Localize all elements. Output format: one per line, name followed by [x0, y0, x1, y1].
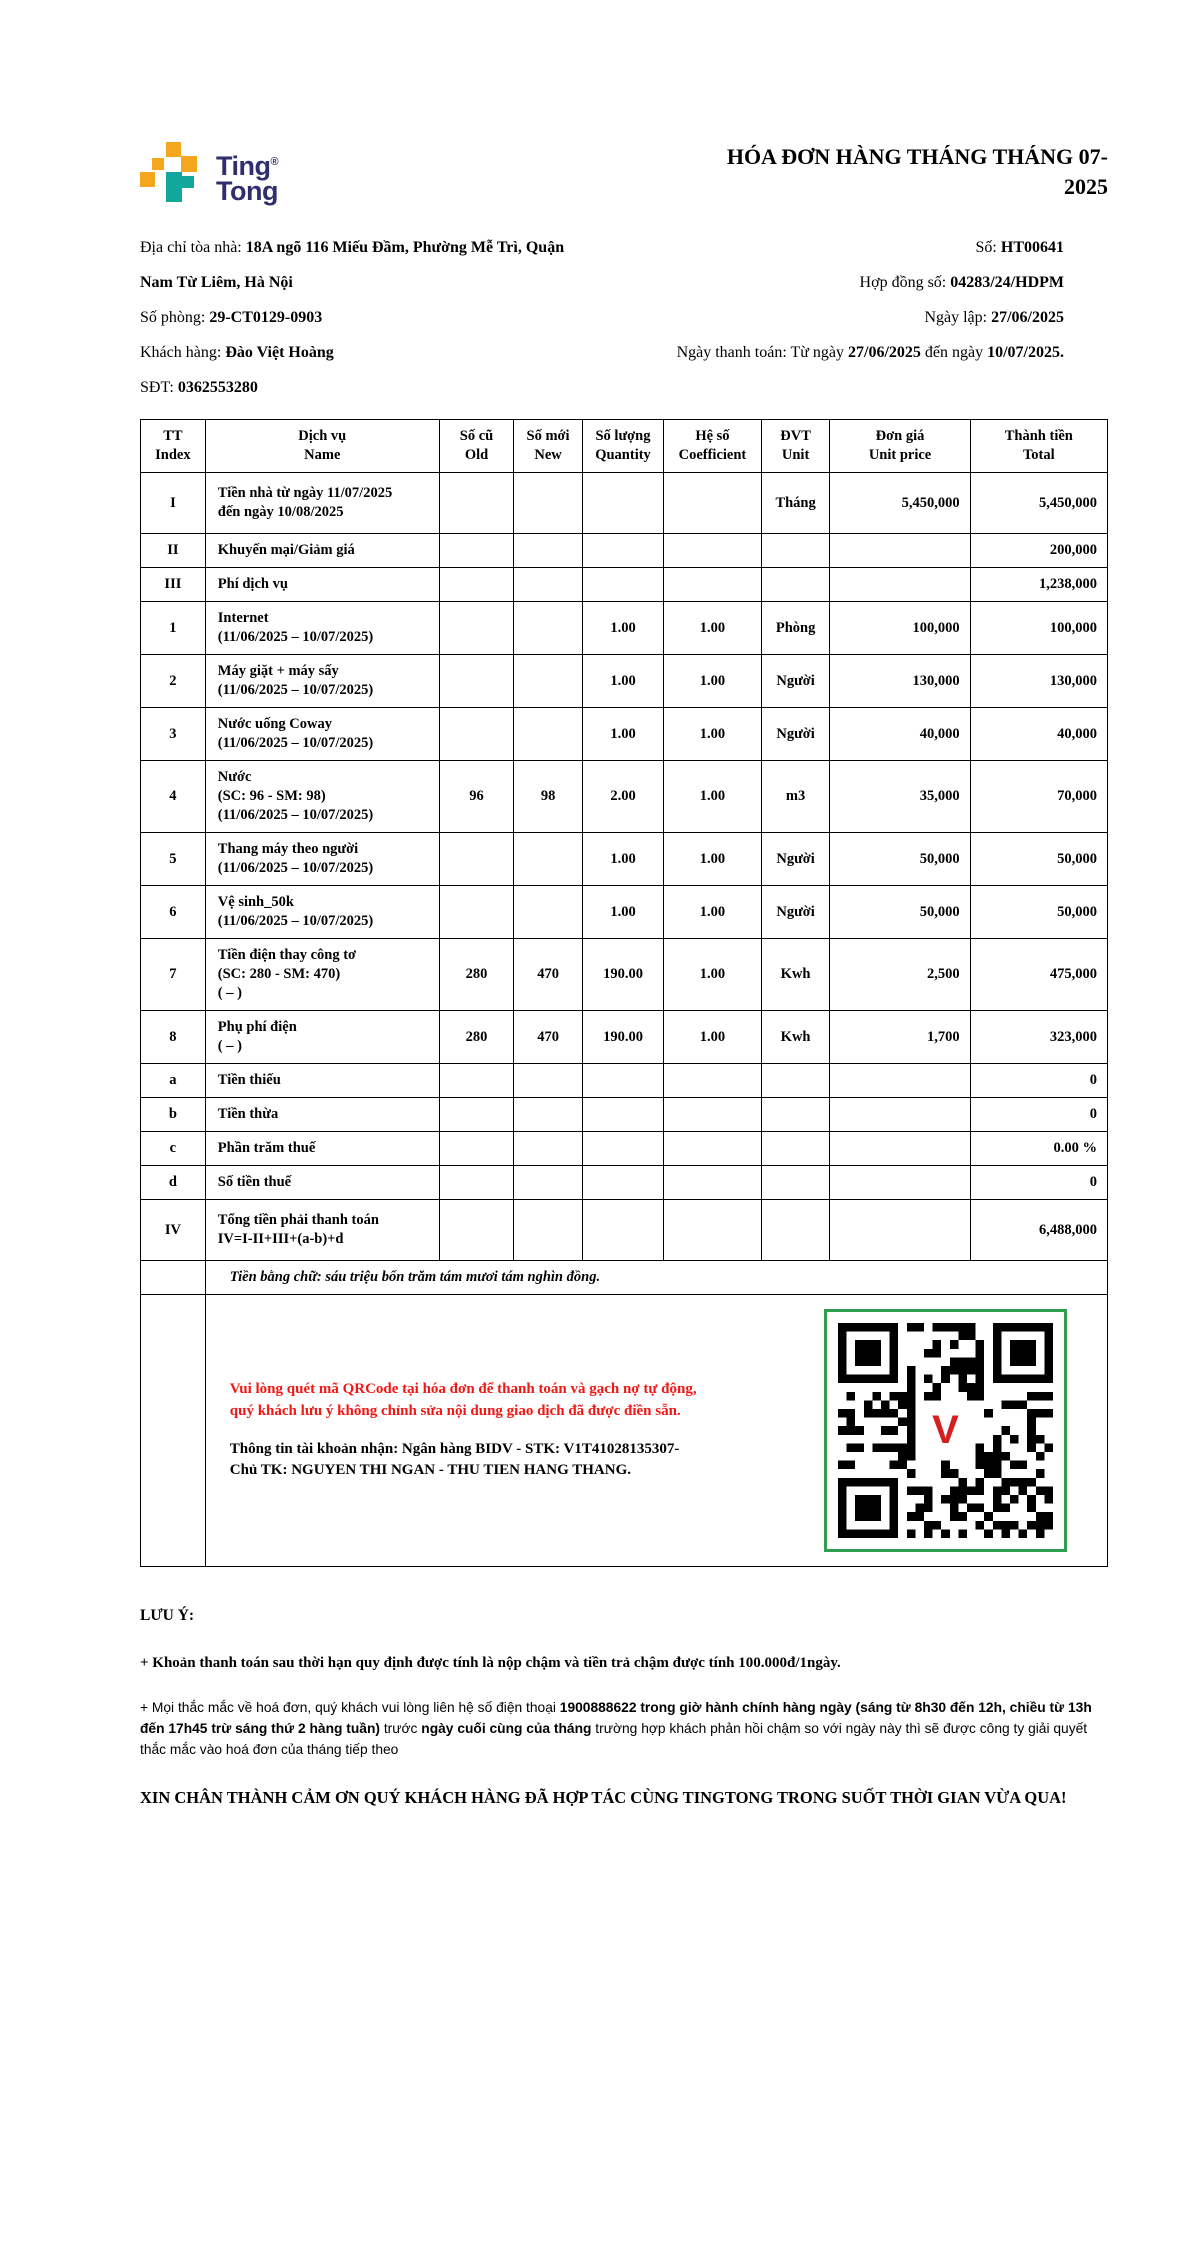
table-cell: 1.00 — [582, 833, 663, 886]
table-cell — [439, 568, 513, 602]
service-name-cell: Internet (11/06/2025 – 10/07/2025) — [205, 602, 439, 655]
table-cell: 35,000 — [830, 761, 970, 833]
table-cell — [141, 1261, 206, 1295]
table-cell: 1.00 — [582, 708, 663, 761]
table-cell: 1.00 — [664, 939, 762, 1011]
table-cell — [439, 534, 513, 568]
table-cell: 1.00 — [664, 886, 762, 939]
table-cell: m3 — [761, 761, 830, 833]
table-cell — [664, 1064, 762, 1098]
building-info — [140, 230, 600, 405]
logo-pixel — [166, 172, 182, 188]
service-name-cell: Phần trăm thuế — [205, 1132, 439, 1166]
service-name-cell: Phụ phí điện ( – ) — [205, 1011, 439, 1064]
invoice-number — [600, 230, 1064, 265]
invoice-meta — [600, 230, 1108, 405]
table-cell: 70,000 — [970, 761, 1107, 833]
table-cell: 1 — [141, 602, 206, 655]
table-cell: 50,000 — [970, 833, 1107, 886]
service-name-cell: Vệ sinh_50k (11/06/2025 – 10/07/2025) — [205, 886, 439, 939]
text-part: 18A ngõ 116 Miếu Đầm, Phường Mễ Trì, Quận Nam Từ Liêm, Hà Nội — [140, 239, 565, 291]
building-address — [140, 230, 600, 300]
table-row — [141, 1011, 1108, 1064]
table-cell — [664, 1132, 762, 1166]
table-cell — [514, 833, 583, 886]
table-row — [141, 568, 1108, 602]
table-cell — [761, 1166, 830, 1200]
tingtong-logo-icon — [140, 142, 204, 204]
text-part: ngày cuối cùng của tháng — [421, 1720, 592, 1736]
contract-number — [600, 265, 1064, 300]
text-part: sáu triệu bốn trăm tám mươi tám nghìn đồng. — [325, 1269, 601, 1285]
amount-in-words-row — [141, 1261, 1108, 1295]
table-cell — [830, 1132, 970, 1166]
table-cell — [830, 1166, 970, 1200]
table-cell: c — [141, 1132, 206, 1166]
payment-cell — [205, 1295, 1107, 1567]
service-name-cell: Khuyến mại/Giảm giá — [205, 534, 439, 568]
table-cell: b — [141, 1098, 206, 1132]
table-row — [141, 534, 1108, 568]
table-cell: 1.00 — [582, 655, 663, 708]
table-cell — [664, 1098, 762, 1132]
table-cell — [514, 1166, 583, 1200]
vietqr-v-icon: V — [919, 1404, 973, 1458]
table-cell: 280 — [439, 1011, 513, 1064]
table-cell — [830, 1064, 970, 1098]
logo-pixel — [182, 176, 194, 188]
service-name-cell: Số tiền thuế — [205, 1166, 439, 1200]
table-cell — [582, 1132, 663, 1166]
table-cell — [664, 534, 762, 568]
table-cell: 190.00 — [582, 939, 663, 1011]
table-cell — [514, 886, 583, 939]
text-part: Số phòng: — [140, 309, 210, 326]
table-cell: 50,000 — [830, 886, 970, 939]
column-header: Số cũ Old — [439, 420, 513, 473]
invoice-table — [140, 419, 1108, 1567]
table-cell — [514, 1098, 583, 1132]
logo-wordmark: Ting® Tong — [216, 151, 279, 207]
table-cell: 1.00 — [664, 1011, 762, 1064]
table-cell: Tháng — [761, 473, 830, 534]
invoice-title: HÓA ĐƠN HÀNG THÁNG THÁNG 07- 2025 — [726, 144, 1108, 199]
table-cell: 3 — [141, 708, 206, 761]
text-part: Ngày lập: — [924, 309, 992, 326]
table-row — [141, 939, 1108, 1011]
text-part: Địa chỉ tòa nhà: — [140, 239, 246, 256]
logo-pixel — [166, 142, 181, 157]
table-cell: 100,000 — [830, 602, 970, 655]
table-cell — [830, 1200, 970, 1261]
table-cell: IV — [141, 1200, 206, 1261]
text-part: trước — [380, 1720, 422, 1736]
table-cell — [830, 534, 970, 568]
service-name-cell: Nước uống Coway (11/06/2025 – 10/07/2025) — [205, 708, 439, 761]
text-part: Thông tin tài khoản nhận: Ngân hàng BIDV - STK: — [229, 1440, 564, 1457]
table-row — [141, 1098, 1108, 1132]
table-cell — [664, 473, 762, 534]
table-cell — [761, 1132, 830, 1166]
table-row — [141, 886, 1108, 939]
table-row — [141, 833, 1108, 886]
text-part: + Mọi thắc mắc về hoá đơn, quý khách vui lòng liên hệ số điện thoại — [140, 1700, 560, 1716]
hotline-note — [140, 1698, 1108, 1760]
service-name-cell: Tiền nhà từ ngày 11/07/2025 đến ngày 10/08/2025 — [205, 473, 439, 534]
table-cell — [761, 534, 830, 568]
table-cell: 2 — [141, 655, 206, 708]
logo-pixel — [166, 188, 182, 202]
table-cell — [514, 534, 583, 568]
issue-date — [600, 300, 1064, 335]
table-cell: 323,000 — [970, 1011, 1107, 1064]
text-part: 27/06/2025 — [991, 309, 1064, 326]
table-cell — [761, 1200, 830, 1261]
text-part: 04283/24/HDPM — [950, 274, 1064, 291]
table-cell — [830, 568, 970, 602]
table-cell: 40,000 — [830, 708, 970, 761]
table-cell — [514, 1064, 583, 1098]
table-cell: 470 — [514, 1011, 583, 1064]
column-header: Số mới New — [514, 420, 583, 473]
table-cell: 2.00 — [582, 761, 663, 833]
table-cell: 1.00 — [664, 761, 762, 833]
table-cell: 96 — [439, 761, 513, 833]
table-cell — [582, 1064, 663, 1098]
invoice-header — [140, 142, 1108, 220]
text-part: 1900888622 trong giờ hành chính hàng ngày (sáng từ 8h30 đến 12h, chiều từ 13h đến 17h45 trừ sáng thứ 2 hàng tuần) — [140, 1700, 1092, 1736]
table-header-row — [141, 420, 1108, 473]
table-cell — [761, 1064, 830, 1098]
table-cell — [514, 655, 583, 708]
service-name-cell: Phí dịch vụ — [205, 568, 439, 602]
text-part: SĐT: — [140, 379, 178, 396]
table-cell — [439, 655, 513, 708]
text-part: Hợp đồng số: — [859, 274, 951, 291]
table-footer — [141, 1261, 1108, 1567]
table-row — [141, 1200, 1108, 1261]
payment-period — [600, 335, 1064, 370]
table-cell — [514, 1200, 583, 1261]
table-cell: 1.00 — [582, 886, 663, 939]
column-header: ĐVT Unit — [761, 420, 830, 473]
table-cell: Người — [761, 833, 830, 886]
info-section — [140, 230, 1108, 405]
text-part: Ngày thanh toán: Từ ngày — [676, 344, 849, 361]
table-cell: Phòng — [761, 602, 830, 655]
table-cell — [439, 473, 513, 534]
table-cell — [439, 886, 513, 939]
table-cell: 190.00 — [582, 1011, 663, 1064]
amount-in-words — [205, 1261, 1107, 1295]
table-cell — [582, 473, 663, 534]
table-cell: 280 — [439, 939, 513, 1011]
column-header: Hệ số Coefficient — [664, 420, 762, 473]
text-part: đến ngày — [920, 344, 988, 361]
service-name-cell: Tiền thừa — [205, 1098, 439, 1132]
table-cell: Người — [761, 886, 830, 939]
table-row — [141, 1064, 1108, 1098]
text-part: Tiền bằng chữ: — [229, 1269, 326, 1285]
table-cell — [439, 1064, 513, 1098]
table-cell: 5 — [141, 833, 206, 886]
text-part: Đào Việt Hoàng — [225, 344, 334, 361]
table-cell — [582, 1200, 663, 1261]
notes-heading: LƯU Ý: — [140, 1607, 195, 1624]
table-cell: 98 — [514, 761, 583, 833]
table-cell — [582, 568, 663, 602]
table-cell: 200,000 — [970, 534, 1107, 568]
table-cell: 50,000 — [830, 833, 970, 886]
table-cell: III — [141, 568, 206, 602]
table-cell: 0.00 % — [970, 1132, 1107, 1166]
service-name-cell: Thang máy theo người (11/06/2025 – 10/07/2025) — [205, 833, 439, 886]
notes-section — [140, 1605, 1108, 1811]
table-cell: 0 — [970, 1166, 1107, 1200]
table-cell: 1.00 — [664, 833, 762, 886]
payment-instructions — [230, 1379, 700, 1482]
table-cell: 4 — [141, 761, 206, 833]
table-cell: Người — [761, 708, 830, 761]
table-cell: 40,000 — [970, 708, 1107, 761]
table-cell — [439, 1132, 513, 1166]
table-body — [141, 473, 1108, 1261]
payment-qr-code — [824, 1309, 1067, 1552]
table-cell — [141, 1295, 206, 1567]
table-cell — [514, 473, 583, 534]
table-cell: 1.00 — [664, 655, 762, 708]
column-header: Thành tiền Total — [970, 420, 1107, 473]
table-cell: 475,000 — [970, 939, 1107, 1011]
table-cell — [664, 568, 762, 602]
table-cell: 1,700 — [830, 1011, 970, 1064]
table-row — [141, 708, 1108, 761]
table-header-row — [141, 420, 1108, 473]
table-cell: II — [141, 534, 206, 568]
table-cell — [664, 1200, 762, 1261]
table-cell — [761, 568, 830, 602]
table-cell — [439, 1200, 513, 1261]
table-cell: 1.00 — [664, 708, 762, 761]
table-cell: 100,000 — [970, 602, 1107, 655]
table-cell: 6,488,000 — [970, 1200, 1107, 1261]
customer-name — [140, 335, 600, 370]
column-header: Đơn giá Unit price — [830, 420, 970, 473]
table-cell: Kwh — [761, 1011, 830, 1064]
column-header: TT Index — [141, 420, 206, 473]
service-name-cell: Tổng tiền phải thanh toán IV=I-II+III+(a-b)+d — [205, 1200, 439, 1261]
table-cell — [830, 1098, 970, 1132]
table-cell: Người — [761, 655, 830, 708]
table-cell: 5,450,000 — [970, 473, 1107, 534]
column-header: Số lượng Quantity — [582, 420, 663, 473]
table-cell: 0 — [970, 1064, 1107, 1098]
table-cell: Kwh — [761, 939, 830, 1011]
table-row — [141, 761, 1108, 833]
logo-pixel — [140, 172, 155, 187]
table-cell: 1,238,000 — [970, 568, 1107, 602]
table-cell: 1.00 — [582, 602, 663, 655]
table-cell: 470 — [514, 939, 583, 1011]
table-cell: 2,500 — [830, 939, 970, 1011]
table-cell — [514, 1132, 583, 1166]
table-cell — [439, 1166, 513, 1200]
table-row — [141, 655, 1108, 708]
table-cell: 1.00 — [664, 602, 762, 655]
table-cell: 8 — [141, 1011, 206, 1064]
logo-pixel — [181, 156, 197, 172]
table-cell — [664, 1166, 762, 1200]
table-cell — [514, 568, 583, 602]
text-part: trường hợp khách phản hồi chậm so với ngày này thì sẽ được công ty giải quyết thắc mắc vào hoá đơn của tháng tiếp theo — [140, 1720, 1088, 1757]
service-name-cell: Máy giặt + máy sấy (11/06/2025 – 10/07/2025) — [205, 655, 439, 708]
table-cell — [582, 1166, 663, 1200]
qr-payment-note: Vui lòng quét mã QRCode tại hóa đơn để thanh toán và gạch nợ tự động, quý khách lưu ý không chỉnh sửa nội dung giao dịch đã được điền sẵn. — [229, 1381, 697, 1419]
table-cell — [761, 1098, 830, 1132]
text-part: HT00641 — [1000, 239, 1064, 256]
table-cell — [439, 602, 513, 655]
table-cell — [439, 708, 513, 761]
customer-phone — [140, 370, 600, 405]
text-part: NGUYEN THI NGAN - THU TIEN HANG THANG — [291, 1462, 628, 1479]
text-part: - Chủ TK: — [229, 1440, 680, 1479]
text-part: V1T41028135307 — [563, 1440, 675, 1457]
table-cell — [514, 708, 583, 761]
text-part: 27/06/2025 — [848, 344, 921, 361]
registered-mark: ® — [270, 156, 279, 168]
table-cell: I — [141, 473, 206, 534]
room-number — [140, 300, 600, 335]
table-cell: 130,000 — [970, 655, 1107, 708]
table-cell: 0 — [970, 1098, 1107, 1132]
text-part: Khách hàng: — [140, 344, 226, 361]
bank-account-info — [230, 1439, 700, 1483]
invoice-page — [140, 142, 1108, 1811]
service-name-cell: Tiền thiếu — [205, 1064, 439, 1098]
service-name-cell: Tiền điện thay công tơ (SC: 280 - SM: 470) ( – ) — [205, 939, 439, 1011]
table-cell — [582, 1098, 663, 1132]
thank-you-note: XIN CHÂN THÀNH CẢM ƠN QUÝ KHÁCH HÀNG ĐÃ HỢP TÁC CÙNG TINGTONG TRONG SUỐT THỜI GIAN VỪA QUA! — [140, 1788, 1067, 1808]
table-cell: d — [141, 1166, 206, 1200]
table-cell — [514, 602, 583, 655]
text-part: Số: — [975, 239, 1001, 256]
late-payment-note: + Khoản thanh toán sau thời hạn quy định được tính là nộp chậm và tiền trả chậm được tính 100.000đ/1ngày. — [140, 1655, 841, 1671]
table-cell: 50,000 — [970, 886, 1107, 939]
table-cell — [439, 833, 513, 886]
tingtong-logo — [140, 142, 279, 207]
table-cell: 7 — [141, 939, 206, 1011]
table-row — [141, 602, 1108, 655]
payment-qr-row — [141, 1295, 1108, 1567]
text-part: 29-CT0129-0903 — [209, 309, 323, 326]
column-header: Dịch vụ Name — [205, 420, 439, 473]
table-cell: a — [141, 1064, 206, 1098]
table-cell — [582, 534, 663, 568]
table-cell — [439, 1098, 513, 1132]
table-cell: 6 — [141, 886, 206, 939]
text-part: 10/07/2025. — [987, 344, 1064, 361]
text-part: 0362553280 — [177, 379, 258, 396]
table-row — [141, 1132, 1108, 1166]
table-row — [141, 473, 1108, 534]
logo-pixel — [152, 158, 164, 170]
table-cell: 5,450,000 — [830, 473, 970, 534]
table-cell: 130,000 — [830, 655, 970, 708]
table-row — [141, 1166, 1108, 1200]
text-part: . — [627, 1462, 631, 1479]
service-name-cell: Nước (SC: 96 - SM: 98) (11/06/2025 – 10/07/2025) — [205, 761, 439, 833]
